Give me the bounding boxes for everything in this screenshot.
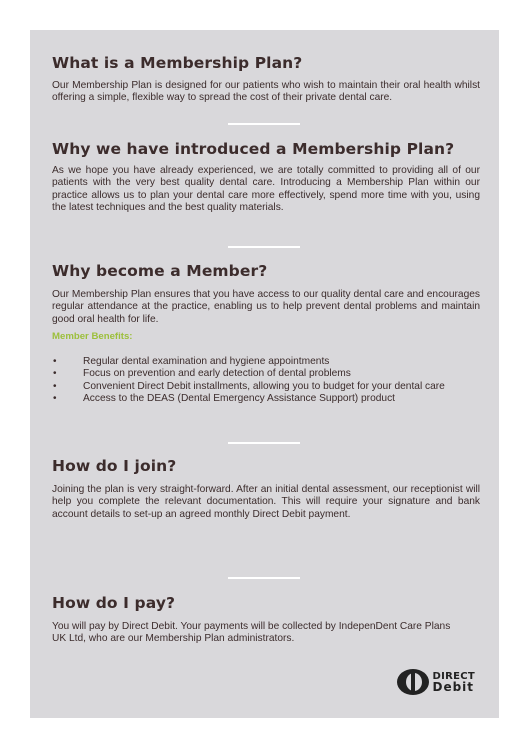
section-what-is <box>52 54 480 105</box>
bullet-icon: • <box>53 368 57 380</box>
section-divider <box>228 246 300 248</box>
section-divider <box>228 577 300 579</box>
direct-debit-logo <box>396 668 475 696</box>
section-heading: What is a Membership Plan? <box>52 54 303 72</box>
bullet-icon: • <box>53 380 57 392</box>
section-body: As we hope you have already experienced, we are totally committed to providing all of our patients with the very best quality dental care. Introducing a Membership Plan within our practice allows us to plan your dental care more effectively, spend more time with you, using the latest techniques and the best quality materials. <box>52 165 480 214</box>
section-heading: How do I join? <box>52 457 177 475</box>
benefits-list <box>52 356 480 405</box>
section-body: Joining the plan is very straight-forward. After an initial dental assessment, our receptionist will help you complete the relevant documentation. This will require your signature and bank account details to set-up an agreed monthly Direct Debit payment. <box>52 484 480 520</box>
section-why-member <box>52 262 480 405</box>
logo-line1: DIRECT <box>432 671 475 682</box>
bullet-icon: • <box>53 392 57 404</box>
list-item: • Convenient Direct Debit installments, allowing you to budget for your dental care <box>53 380 445 392</box>
benefits-label: Member Benefits: <box>52 331 133 343</box>
section-how-pay <box>52 594 480 646</box>
section-heading: Why become a Member? <box>52 262 268 280</box>
info-panel <box>30 30 499 718</box>
list-item: • Focus on prevention and early detection of dental problems <box>53 368 351 380</box>
direct-debit-icon <box>396 668 430 696</box>
section-body: You will pay by Direct Debit. Your payments will be collected by IndepenDent Care Plans UK Ltd, who are our Membership Plan administrators. <box>52 621 451 645</box>
section-heading: Why we have introduced a Membership Plan? <box>52 140 455 158</box>
list-item: • Regular dental examination and hygiene appointments <box>53 356 330 368</box>
section-body: Our Membership Plan ensures that you have access to our quality dental care and encourages regular attendance at the practice, enabling us to help prevent dental problems and maintain good oral health for life. <box>52 289 480 325</box>
section-divider <box>228 442 300 444</box>
bullet-icon: • <box>53 356 57 368</box>
section-body: Our Membership Plan is designed for our patients who wish to maintain their oral health whilst offering a simple, flexible way to spread the cost of their private dental care. <box>52 80 480 104</box>
list-item: • Access to the DEAS (Dental Emergency Assistance Support) product <box>53 392 395 404</box>
logo-line2: Debit <box>432 680 475 694</box>
section-how-join <box>52 457 480 521</box>
section-why-introduced <box>52 140 480 215</box>
section-heading: How do I pay? <box>52 594 176 612</box>
section-divider <box>228 123 300 125</box>
